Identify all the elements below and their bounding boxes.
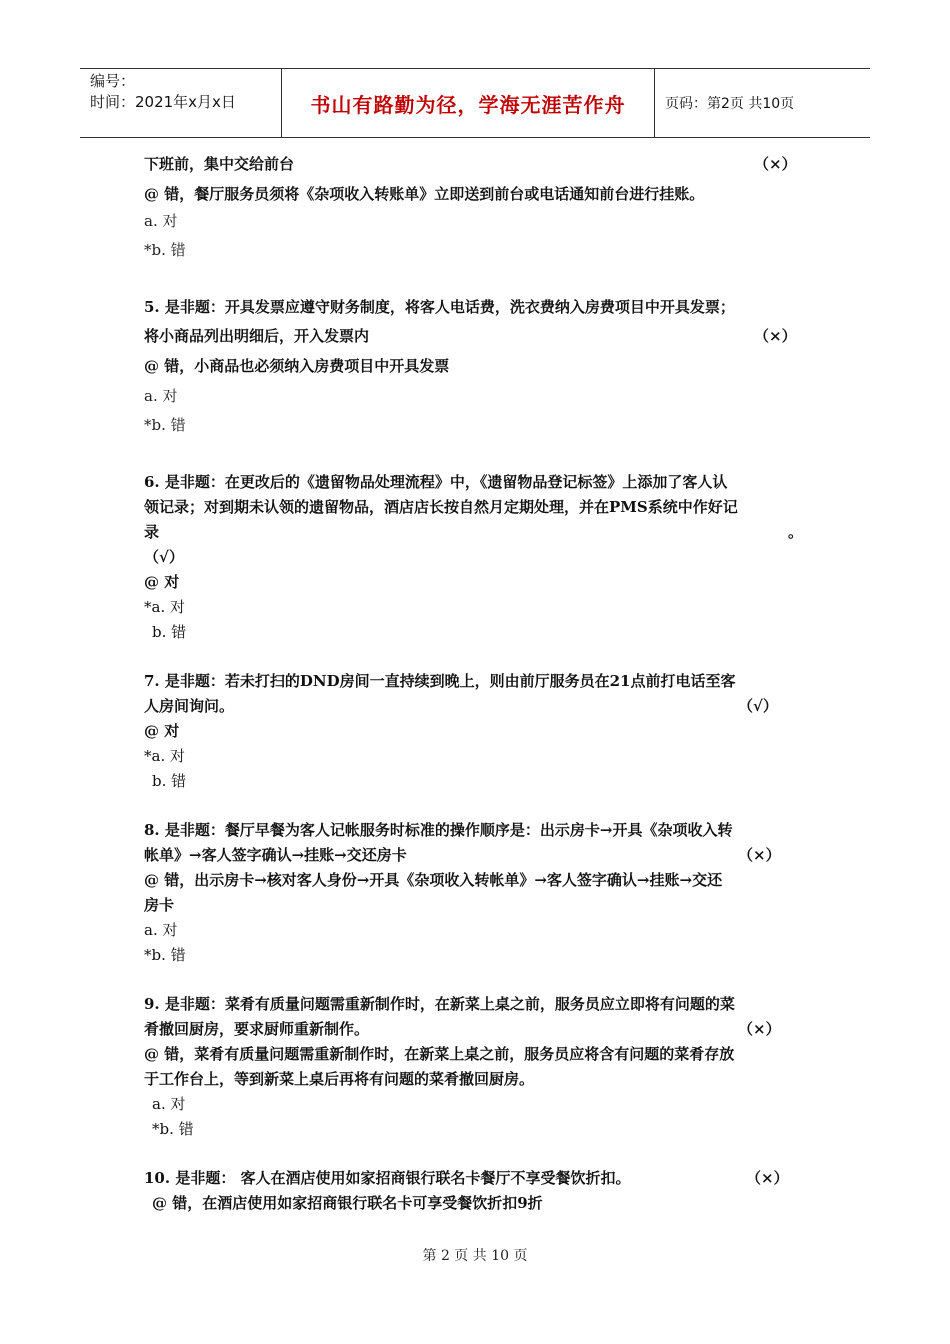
doc-date-label: 时间：2021年x月x日 [90, 93, 236, 111]
page-footer: 第 2 页 共 10 页 [422, 1248, 528, 1264]
q4-mark: （×） [754, 155, 797, 173]
page-header [80, 68, 870, 138]
q8-answer-line2: 房卡 [144, 896, 175, 914]
q8-line2-row [144, 843, 810, 868]
q9-option-b: *b. 错 [152, 1120, 194, 1138]
q8-line2: 帐单》→客人签字确认→挂账→交还房卡 [144, 846, 407, 864]
document-body [144, 152, 810, 1216]
q9-line2-row [144, 1017, 810, 1042]
q9-option-a: a. 对 [152, 1095, 186, 1113]
q7-option-a: *a. 对 [144, 747, 185, 765]
q7-line1: 7. 是非题：若未打扫的DND房间一直持续到晚上，则由前厅服务员在21点前打电话至客 [144, 672, 736, 690]
q6-line3: 录 [144, 523, 160, 541]
q8-option-a: a. 对 [144, 921, 178, 939]
header-meta [80, 69, 282, 137]
q4-option-a: a. 对 [144, 212, 178, 230]
q9-mark: （×） [738, 1020, 781, 1038]
q6-period: 。 [788, 523, 804, 541]
q10-mark: （×） [746, 1169, 789, 1187]
q5-option-a: a. 对 [144, 387, 178, 405]
q6-answer: @ 对 [144, 573, 180, 591]
q9-answer-line2: 于工作台上，等到新菜上桌后再将有问题的菜肴撤回厨房。 [144, 1070, 535, 1088]
q8-mark: （×） [738, 846, 781, 864]
q6-option-b: b. 错 [152, 623, 187, 641]
q10-line1: 10. 是非题： 客人在酒店使用如家招商银行联名卡餐厅不享受餐饮折扣。 [144, 1169, 631, 1187]
q5-line1: 5. 是非题：开具发票应遵守财务制度，将客人电话费，洗衣费纳入房费项目中开具发票； [144, 298, 735, 316]
q6-option-a: *a. 对 [144, 598, 185, 616]
q6-line1: 6. 是非题：在更改后的《遗留物品处理流程》中，《遗留物品登记标签》上添加了客人认 [144, 473, 728, 491]
q5-mark: （×） [754, 327, 797, 345]
q6-line3-row [144, 520, 810, 545]
q4-tail-line [144, 152, 810, 177]
q4-option-b: *b. 错 [144, 241, 186, 259]
q7-answer: @ 对 [144, 722, 180, 740]
q8-line1: 8. 是非题：餐厅早餐为客人记帐服务时标准的操作顺序是：出示房卡→开具《杂项收入转 [144, 821, 733, 839]
q4-answer: @ 错，餐厅服务员须将《杂项收入转账单》立即送到前台或电话通知前台进行挂账。 [144, 185, 705, 203]
q6-line2: 领记录；对到期未认领的遗留物品，酒店店长按自然月定期处理，并在PMS系统中作好记 [144, 498, 738, 516]
q7-mark: （√） [738, 697, 778, 715]
q9-answer-line1: @ 错，菜肴有质量问题需重新制作时，在新菜上桌之前，服务员应将含有问题的菜肴存放 [144, 1045, 735, 1063]
q6-mark: （√） [144, 548, 184, 566]
q7-option-b: b. 错 [152, 772, 187, 790]
q5-line2-row [144, 322, 810, 351]
q5-answer: @ 错，小商品也必须纳入房费项目中开具发票 [144, 357, 450, 375]
q8-answer-line1: @ 错，出示房卡→核对客人身份→开具《杂项收入转帐单》→客人签字确认→挂账→交还 [144, 871, 723, 889]
q8-option-b: *b. 错 [144, 946, 186, 964]
header-page-number: 页码：第2页 共10页 [665, 96, 795, 112]
header-motto: 书山有路勤为径，学海无涯苦作舟 [282, 69, 655, 137]
q9-line2: 肴撤回厨房，要求厨师重新制作。 [144, 1020, 370, 1038]
q4-tail: 下班前，集中交给前台 [144, 155, 295, 173]
q10-line1-row [144, 1166, 810, 1191]
q5-option-b: *b. 错 [144, 416, 186, 434]
q7-line2: 人房间询问。 [144, 697, 235, 715]
doc-code-label: 编号： [90, 72, 136, 90]
q9-line1: 9. 是非题：菜肴有质量问题需重新制作时，在新菜上桌之前，服务员应立即将有问题的菜 [144, 995, 735, 1013]
q10-answer: @ 错，在酒店使用如家招商银行联名卡可享受餐饮折扣9折 [152, 1194, 543, 1212]
q7-line2-row [144, 694, 810, 719]
q5-line2: 将小商品列出明细后，开入发票内 [144, 327, 370, 345]
